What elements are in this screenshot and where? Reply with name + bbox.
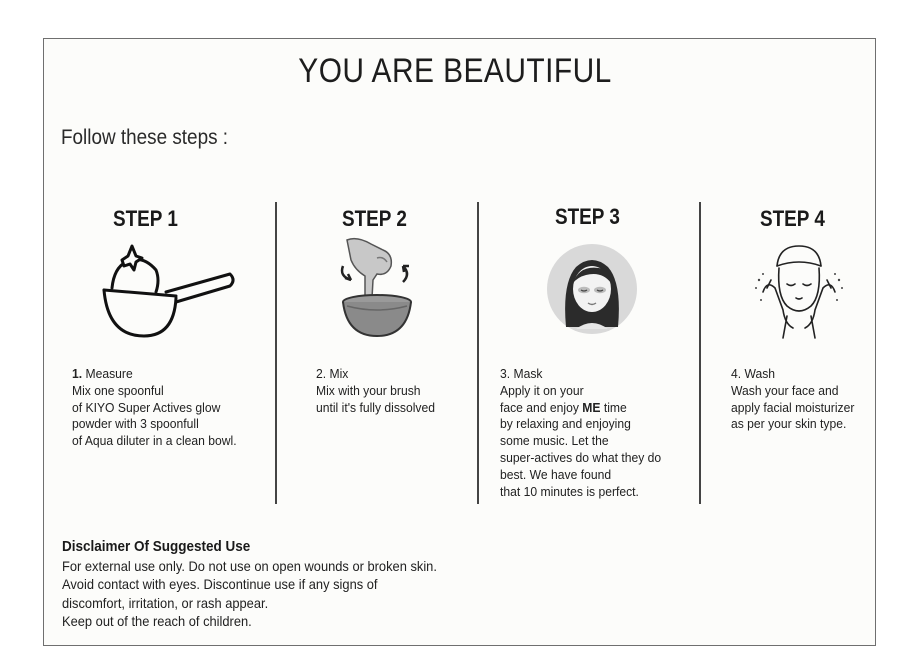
step-3-line: time xyxy=(600,399,627,415)
step-divider xyxy=(275,202,277,504)
step-1-line: Mix one spoonful xyxy=(72,382,164,398)
disclaimer-line: discomfort, irritation, or rash appear. xyxy=(62,594,269,611)
step-1-text xyxy=(72,366,237,450)
step-1-line: of KIYO Super Actives glow xyxy=(72,399,221,415)
disclaimer-title: Disclaimer Of Suggested Use xyxy=(62,538,251,555)
step-1-line: of Aqua diluter in a clean bowl. xyxy=(72,433,237,449)
disclaimer-line: Avoid contact with eyes. Discontinue use if any signs of xyxy=(62,576,378,593)
step-3-text xyxy=(500,366,661,500)
step-3-line: Apply it on your xyxy=(500,382,584,398)
step-divider xyxy=(477,202,479,504)
step-4-line: apply facial moisturizer xyxy=(731,399,855,415)
step-4-line: as per your skin type. xyxy=(731,416,847,432)
step-1-name: Measure xyxy=(85,366,133,381)
mixing-bowl-icon xyxy=(337,236,423,342)
step-divider xyxy=(699,202,701,504)
step-3-line: best. We have found xyxy=(500,466,612,482)
step-4-name: Wash xyxy=(744,366,776,381)
step-3-line: by relaxing and enjoying xyxy=(500,416,631,432)
scoop-icon xyxy=(98,240,240,340)
step-3-line: that 10 minutes is perfect. xyxy=(500,483,639,499)
step-3-name: Mask xyxy=(513,366,543,381)
step-3-heading: STEP 3 xyxy=(555,204,620,229)
face-wash-icon xyxy=(753,240,845,340)
step-3-emphasis: ME xyxy=(582,399,601,415)
step-4-heading: STEP 4 xyxy=(760,206,825,231)
step-1-line: powder with 3 spoonfull xyxy=(72,416,199,432)
face-mask-icon xyxy=(546,243,638,335)
step-2-line: Mix with your brush xyxy=(316,382,421,398)
step-2-line: until it's fully dissolved xyxy=(316,399,435,415)
step-1-number: 1. xyxy=(72,366,83,381)
step-4-text xyxy=(731,366,854,433)
page-title: YOU ARE BEAUTIFUL xyxy=(298,52,612,90)
step-4-line: Wash your face and xyxy=(731,382,839,398)
step-4-number: 4. xyxy=(731,366,742,381)
step-1-heading: STEP 1 xyxy=(113,206,178,231)
step-2-heading: STEP 2 xyxy=(342,206,407,231)
disclaimer-text xyxy=(62,557,437,631)
step-2-name: Mix xyxy=(329,366,349,381)
step-3-line: some music. Let the xyxy=(500,433,609,449)
step-2-text xyxy=(316,366,435,416)
step-3-number: 3. xyxy=(500,366,511,381)
step-3-line: super-actives do what they do xyxy=(500,449,662,465)
disclaimer-line: Keep out of the reach of children. xyxy=(62,613,252,630)
disclaimer-line: For external use only. Do not use on open wounds or broken skin. xyxy=(62,558,437,574)
step-2-number: 2. xyxy=(316,366,327,381)
steps-intro: Follow these steps : xyxy=(61,126,229,149)
step-3-line: face and enjoy xyxy=(500,399,583,415)
